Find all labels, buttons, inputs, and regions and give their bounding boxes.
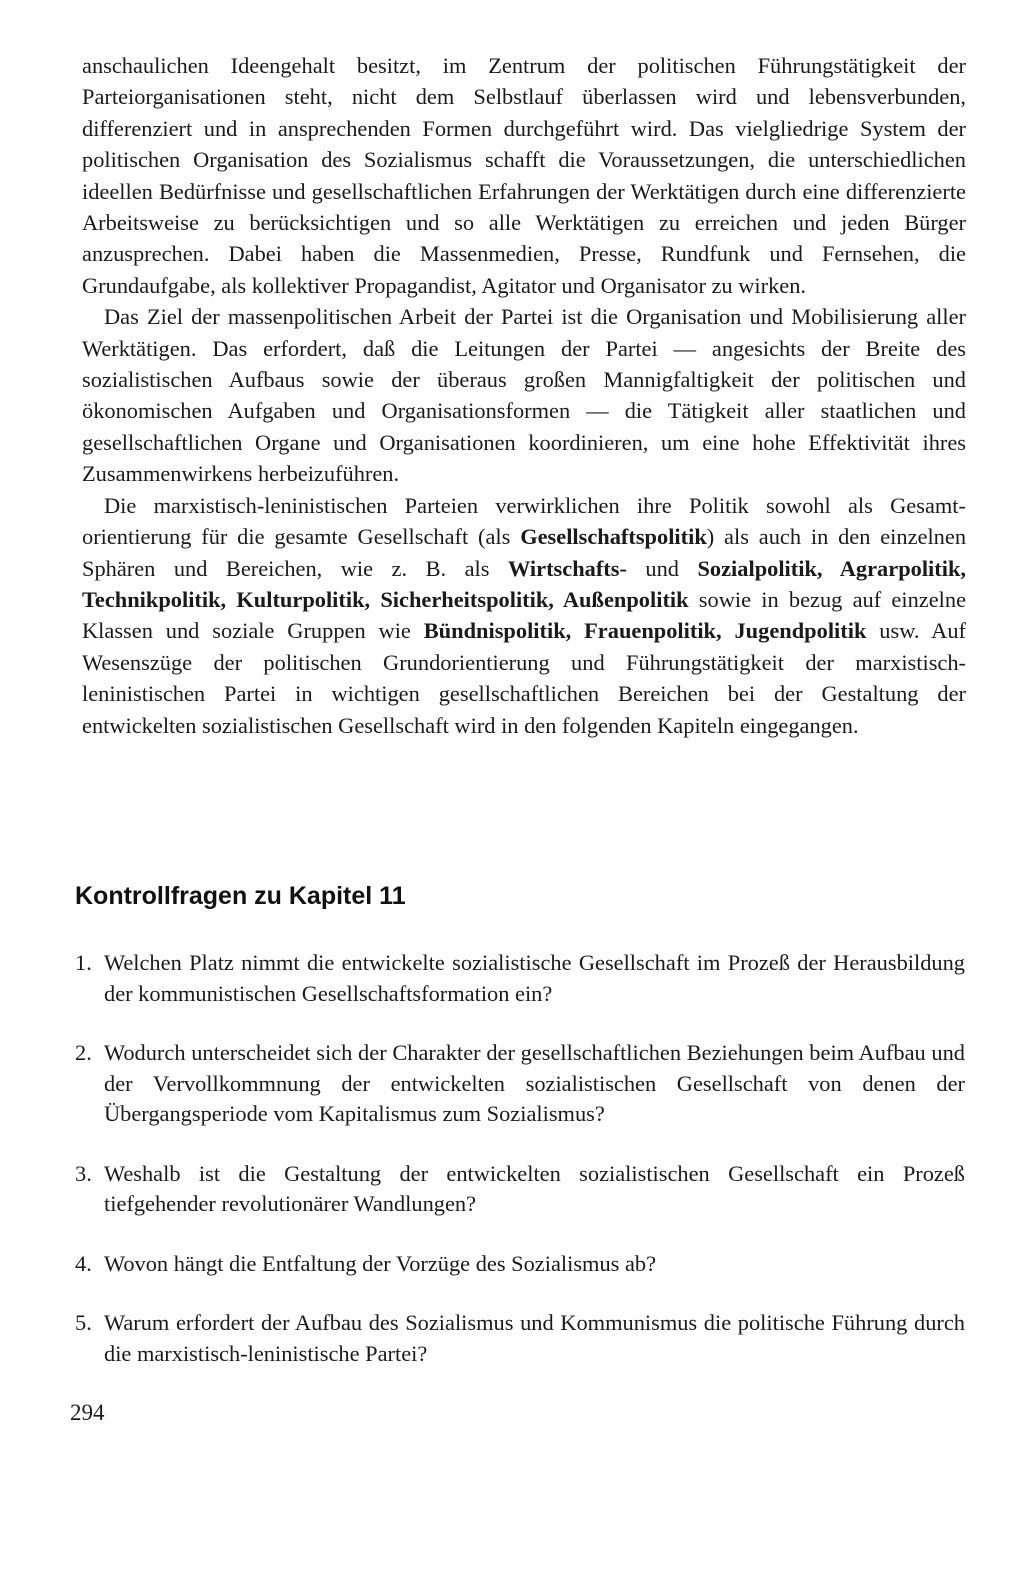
page-number: 294 (70, 1400, 105, 1425)
bold-term: Gesellschaftspolitik (520, 524, 707, 550)
question-item (75, 1249, 965, 1280)
paragraph (82, 490, 966, 741)
question-text: Weshalb ist die Gestaltung der entwickelten sozialistischen Gesellschaft ein Prozeß tiefgehender revolutionärer Wandlungen? (104, 1160, 965, 1216)
question-number: 3. (75, 1160, 92, 1186)
question-number: 2. (75, 1040, 92, 1065)
body-text (82, 50, 966, 741)
question-number: 5. (75, 1310, 92, 1335)
text-run: Die marxistisch-leninistischen Parteien verwirklichen ihre Politik sowohl als Gesamtorientierung für die gesamte Gesellschaft (als (82, 492, 966, 550)
section-heading: Kontrollfragen zu Kapitel 11 (75, 882, 406, 910)
question-text: Wodurch unterscheidet sich der Charakter der gesellschaftlichen Beziehungen beim Aufbau und der Vervollkommnung der entwickelten sozialistischen Gesellschaft von denen der Übergangsperiode vom Kapitalismus zum Sozialismus? (104, 1040, 965, 1126)
question-text: Welchen Platz nimmt die entwickelte sozialistische Gesellschaft im Prozeß der Herausbildung der kommunistischen Gesellschaftsformation ein? (104, 950, 965, 1006)
text-run: anschaulichen Ideengehalt besitzt, im Zentrum der politischen Führungstätigkeit der Parteiorganisationen steht, nicht dem Selbstlauf überlassen wird und lebensverbunden, differenziert und in ansprechenden Formen durchgeführt wird. Das vielgliedrige System der politischen Organisation des Sozialismus schafft die Voraussetzungen, die unterschiedlichen ideellen Bedürfnisse und gesellschaftlichen Erfahrungen der Werktätigen durch eine differenzierte Arbeitsweise zu berücksichtigen und so alle Werktätigen zu erreichen und jeden Bürger anzusprechen. Dabei haben die Massenmedien, Presse, Rundfunk und Fernsehen, die Grundaufgabe, als kollektiver Propagandist, Agitator und Organisator zu wirken. (82, 53, 966, 298)
question-text: Warum erfordert der Aufbau des Sozialismus und Kommunismus die politische Führung durch die marxistisch-leninistische Partei? (104, 1310, 965, 1366)
paragraph (82, 50, 966, 301)
question-item (75, 1159, 965, 1220)
bold-term: Sozialpolitik, Agrarpolitik, Technikpolitik, Kulturpolitik, Sicherheitspolitik, Außenpolitik (82, 555, 967, 612)
text-run: Das Ziel der massenpolitischen Arbeit der Partei ist die Organisation und Mobilisierung aller Werktätigen. Das erfordert, daß die Leitungen der Partei — angesichts der Breite des sozialistischen Aufbaus sowie der überaus großen Mannigfaltigkeit der politischen und ökonomischen Aufgaben und Organisationsformen — die Tätigkeit aller staatlichen und gesellschaftlichen Organe und Organisationen koordinieren, um eine hohe Effektivität ihres Zusammenwirkens herbeizuführen. (82, 304, 966, 487)
question-item (75, 948, 965, 1009)
bold-term: Bündnispolitik, Frauenpolitik, Jugendpolitik (423, 618, 867, 644)
question-text: Wovon hängt die Entfaltung der Vorzüge des Sozialismus ab? (104, 1250, 657, 1276)
paragraph (82, 301, 966, 489)
question-number: 4. (75, 1250, 92, 1276)
question-number: 1. (75, 950, 92, 975)
question-item (75, 1308, 965, 1369)
text-run: sowie in bezug auf einzelne Klassen und soziale Gruppen wie (82, 586, 967, 644)
question-list (75, 948, 965, 1398)
text-run: usw. Auf Wesenszüge der politischen Grundorientierung und Führungstätigkeit der marxistisch-leninistischen Partei in wichtigen gesellschaftlichen Bereichen bei der Gestaltung der entwickelten sozialistischen Gesellschaft wird in den folgenden Kapiteln eingegangen. (82, 618, 966, 738)
text-run: und (626, 555, 698, 581)
text-run: ) als auch in den einzelnen Sphären und Bereichen, wie z. B. als (82, 524, 967, 581)
question-item (75, 1038, 965, 1130)
bold-term: Wirtschafts- (507, 555, 627, 581)
